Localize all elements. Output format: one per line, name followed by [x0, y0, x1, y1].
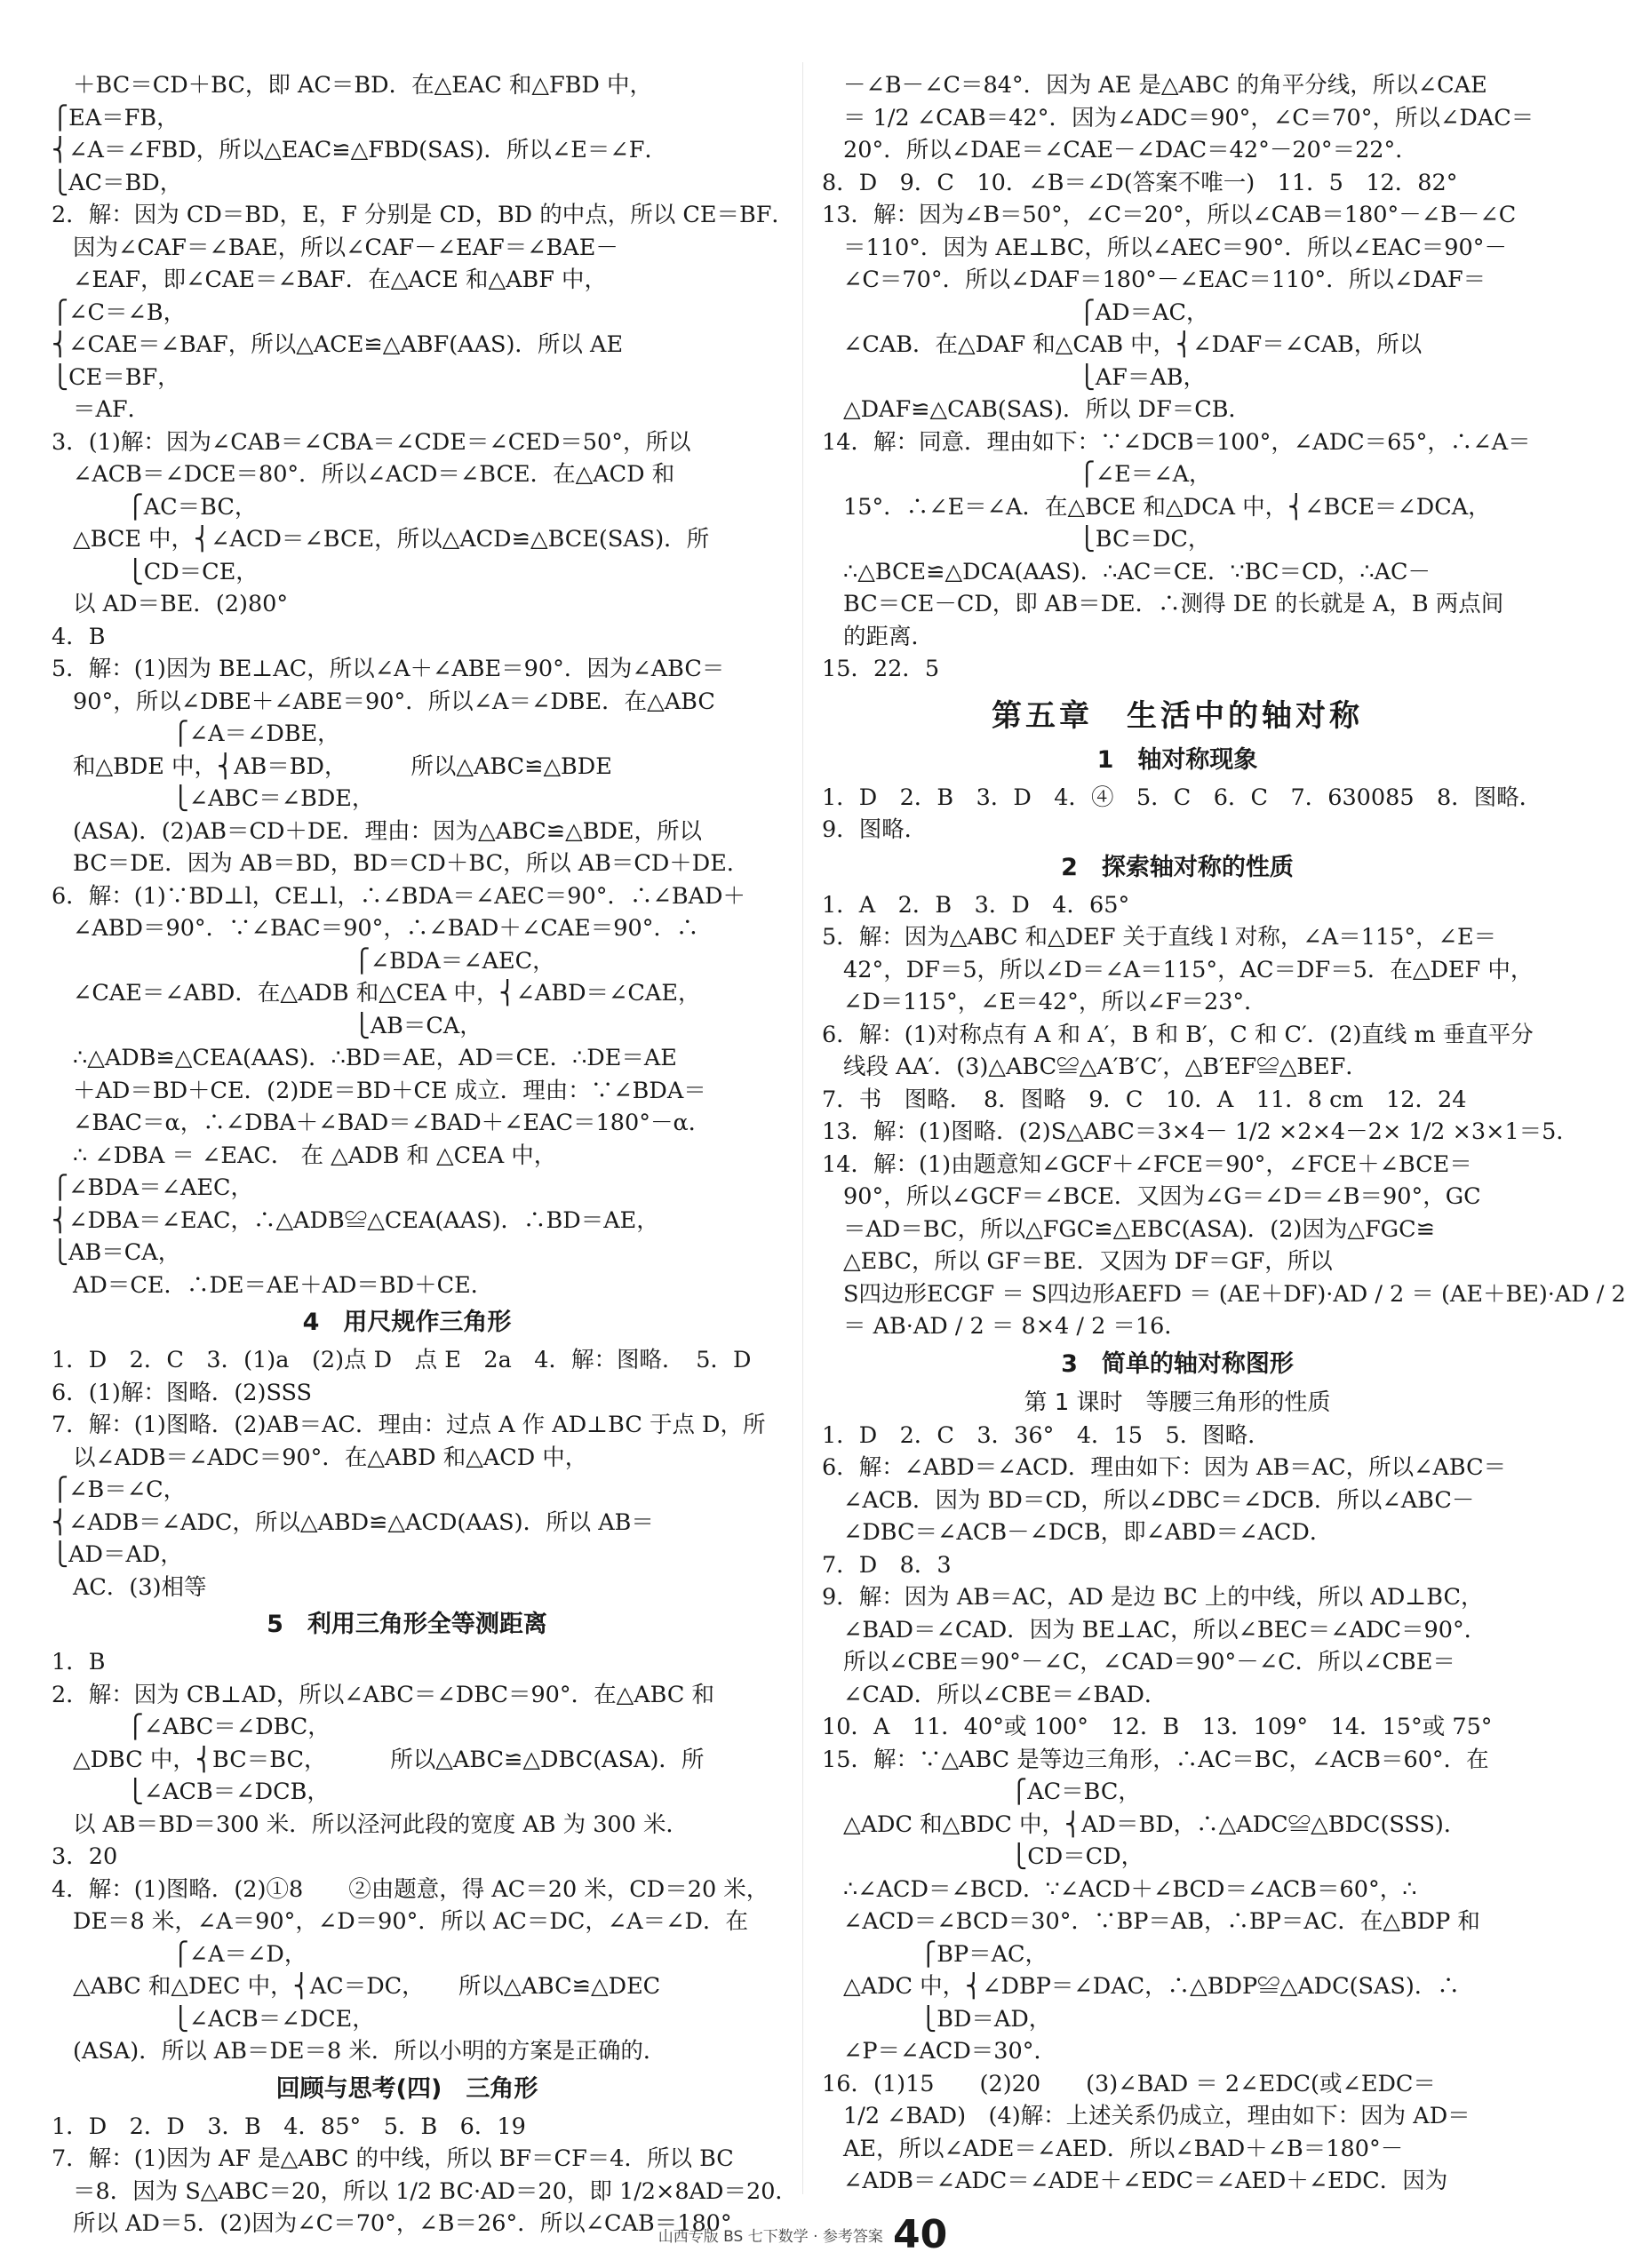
answer-line: ∠ACB．因为 BD＝CD，所以∠DBC＝∠DCB．所以∠ABC－ — [843, 1486, 1475, 1514]
answer-line: AC．(3)相等 — [73, 1573, 207, 1601]
answer-line: ⎨∠CAE＝∠BAF，所以△ACE≌△ABF(AAS)．所以 AE — [52, 331, 624, 358]
answer-line: ∠C＝70°．所以∠DAF＝180°－∠EAC＝110°．所以∠DAF＝ — [843, 267, 1487, 293]
section-heading: 回顾与思考(四) 三角形 — [275, 2074, 538, 2103]
section-heading: 4 用尺规作三角形 — [302, 1309, 512, 1336]
lesson-subheading: 第 1 课时 等腰三角形的性质 — [1024, 1389, 1331, 1416]
answer-line: ⎨∠A＝∠FBD，所以△EAC≌△FBD(SAS)．所以∠E＝∠F． — [52, 137, 667, 163]
answer-line: △ADC 中，⎨∠DBP＝∠DAC，∴△BDP≌△ADC(SAS)．∴ — [843, 1973, 1460, 2000]
answer-line: 14．解：(1)由题意知∠GCF＋∠FCE＝90°，∠FCE＋∠BCE＝ — [822, 1150, 1472, 1178]
answer-line: －∠B－∠C＝84°．因为 AE 是△ABC 的角平分线，所以∠CAE — [843, 72, 1487, 99]
answer-line: 42°，DF＝5，所以∠D＝∠A＝115°，AC＝DF＝5．在△DEF 中， — [843, 956, 1534, 983]
right-column — [822, 69, 1626, 2198]
chapter-heading: 第五章 生活中的轴对称 — [992, 697, 1363, 734]
answer-line: ⎧∠A＝∠D， — [52, 1940, 307, 1968]
answer-line: ⎩CE＝BF， — [52, 363, 180, 391]
answer-line: DE＝8 米，∠A＝90°，∠D＝90°．所以 AC＝DC，∠A＝∠D．在 — [73, 1908, 748, 1935]
answer-line: 15．22．5 — [822, 656, 940, 682]
answer-line: 6．(1)解：图略．(2)SSS — [52, 1379, 312, 1406]
answer-line: 9．解：因为 AB＝AC，AD 是边 BC 上的中线，所以 AD⊥BC， — [822, 1584, 1484, 1611]
answer-line: ⎩CD＝CD， — [822, 1843, 1144, 1870]
answer-line: 7．D 8．3 — [822, 1551, 952, 1579]
answer-line: ∴∠ACD＝∠BCD．∵∠ACD＋∠BCD＝∠ACB＝60°，∴ — [843, 1875, 1417, 1903]
answer-line: ∠CAE＝∠ABD．在△ADB 和△CEA 中，⎨∠ABD＝∠CAE， — [73, 980, 701, 1007]
answer-line: 因为∠CAF＝∠BAE，所以∠CAF－∠EAF＝∠BAE－ — [73, 234, 618, 261]
answer-line: △ADC 和△BDC 中，⎨AD＝BD，∴△ADC≌△BDC(SSS)． — [843, 1810, 1467, 1838]
answer-line: 所以∠CBE＝90°－∠C，∠CAD＝90°－∠C．所以∠CBE＝ — [843, 1649, 1455, 1675]
footer-text: 山西专版 BS 七下数学 · 参考答案 — [658, 2228, 883, 2246]
answer-line: ＝110°．因为 AE⊥BC，所以∠AEC＝90°．所以∠EAC＝90°－ — [843, 234, 1507, 261]
answer-line: 1．B — [52, 1649, 106, 1675]
column-divider — [802, 62, 803, 2194]
answer-line: 4．解：(1)图略．(2)①8 ②由题意，得 AC＝20 米，CD＝20 米， — [52, 1875, 769, 1903]
answer-line: ∠BAC＝α，∴∠DBA＋∠BAD＝∠BAD＋∠EAC＝180°－α． — [73, 1110, 712, 1136]
left-column — [52, 69, 798, 2240]
answer-line: ＝8．因为 S△ABC＝20，所以 1/2 BC·AD＝20，即 1/2×8AD＝20． — [73, 2177, 798, 2205]
section-heading: 1 轴对称现象 — [1096, 745, 1258, 774]
answer-line: 1．A 2．B 3．D 4．65° — [822, 891, 1130, 919]
answer-line: ⎩BD＝AD， — [822, 2005, 1052, 2033]
answer-line: 7．书 图略． 8．图略 9．C 10．A 11．8 cm 12．24 — [822, 1086, 1467, 1113]
answer-line: ＝AF． — [73, 396, 151, 423]
answer-line: ⎩AF＝AB， — [822, 363, 1206, 391]
answer-line: ⎧∠B＝∠C， — [52, 1476, 187, 1503]
answer-line: ⎩∠ACB＝∠DCE， — [52, 2005, 375, 2033]
answer-line: ⎧AD＝AC， — [822, 298, 1209, 326]
answer-line: ⎧∠C＝∠B， — [52, 298, 187, 326]
answer-line: ⎧∠BDA＝∠AEC， — [52, 1174, 253, 1201]
section-heading: 2 探索轴对称的性质 — [1061, 853, 1294, 881]
answer-line: BC＝DE．因为 AB＝BD，BD＝CD＋BC，所以 AB＝CD＋DE． — [73, 850, 750, 877]
answer-line: (ASA)．(2)AB＝CD＋DE．理由：因为△ABC≌△BDE，所以 — [73, 817, 703, 845]
page-footer — [0, 2212, 1606, 2257]
answer-line: 9．图略． — [822, 816, 928, 843]
answer-line: 90°，所以∠DBE＋∠ABE＝90°．所以∠A＝∠DBE．在△ABC — [73, 688, 715, 715]
answer-line: 3．(1)解：因为∠CAB＝∠CBA＝∠CDE＝∠CED＝50°，所以 — [52, 428, 691, 456]
answer-line: ∴ ∠DBA ＝ ∠EAC． 在 △ADB 和 △CEA 中， — [73, 1142, 557, 1169]
answer-line: ⎩AD＝AD， — [52, 1541, 183, 1568]
answer-line: 3．20 — [52, 1843, 118, 1870]
section-heading: 5 利用三角形全等测距离 — [267, 1611, 547, 1638]
answer-line: 90°，所以∠GCF＝∠BCE．又因为∠G＝∠D＝∠B＝90°，GC — [843, 1183, 1481, 1210]
answer-line: 2．解：因为 CB⊥AD，所以∠ABC＝∠DBC＝90°．在△ABC 和 — [52, 1681, 715, 1708]
answer-line: 2．解：因为 CD＝BD，E，F 分别是 CD，BD 的中点，所以 CE＝BF． — [52, 202, 794, 228]
answer-line: △ABC 和△DEC 中，⎨AC＝DC， 所以△ABC≌△DEC — [73, 1973, 661, 2000]
answer-line: ⎩∠ACB＝∠DCB， — [52, 1779, 330, 1805]
answer-line: 以 AD＝BE．(2)80° — [73, 591, 289, 617]
answer-line: ⎨∠ADB＝∠ADC，所以△ABD≌△ACD(AAS)．所以 AB＝ — [52, 1508, 654, 1536]
answer-line: ⎨∠DBA＝∠EAC，∴△ADB≌△CEA(AAS)．∴BD＝AE， — [52, 1206, 659, 1234]
answer-line: 线段 AA′．(3)△ABC≌△A′B′C′，△B′EF≌△BEF． — [843, 1054, 1368, 1080]
answer-line: 7．解：(1)因为 AF 是△ABC 的中线，所以 BF＝CF＝4．所以 BC — [52, 2145, 734, 2172]
answer-line: ⎧∠BDA＝∠AEC， — [52, 947, 555, 975]
answer-line: BC＝CE－CD，即 AB＝DE．∴测得 DE 的长就是 A，B 两点间 — [843, 591, 1504, 617]
answer-line: ∠D＝115°，∠E＝42°，所以∠F＝23°． — [843, 989, 1267, 1015]
answer-line: △EBC，所以 GF＝BE．又因为 DF＝GF，所以 — [843, 1248, 1333, 1275]
answer-line: 1/2 ∠BAD) (4)解：上述关系仍成立，理由如下：因为 AD＝ — [843, 2103, 1471, 2129]
answer-line: 1．D 2．D 3．B 4．85° 5．B 6．19 — [52, 2113, 526, 2140]
answer-line: AD＝CE．∴DE＝AE＋AD＝BD＋CE． — [73, 1271, 494, 1299]
answer-line: 6．解：∠ABD＝∠ACD．理由如下：因为 AB＝AC，所以∠ABC＝ — [822, 1454, 1507, 1481]
answer-line: 13．解：因为∠B＝50°，∠C＝20°，所以∠CAB＝180°－∠B－∠C — [822, 202, 1517, 228]
answer-line: 所以 AD＝5．(2)因为∠C＝70°，∠B＝26°．所以∠CAB＝180° — [73, 2210, 732, 2237]
answer-line: 8．D 9．C 10．∠B＝∠D(答案不唯一) 11．5 12．82° — [822, 169, 1458, 196]
answer-line: 7．解：(1)图略．(2)AB＝AC．理由：过点 A 作 AD⊥BC 于点 D，所 — [52, 1412, 766, 1438]
answer-line: ＝ 1/2 ∠CAB＝42°．因为∠ADC＝90°，∠C＝70°，所以∠DAC＝ — [843, 104, 1534, 131]
answer-line: ⎩CD＝CE， — [52, 558, 259, 585]
answer-line: 6．解：(1)对称点有 A 和 A′，B 和 B′，C 和 C′．(2)直线 m 垂直平分 — [822, 1021, 1534, 1048]
answer-line: 6．解：(1)∵BD⊥l，CE⊥l，∴∠BDA＝∠AEC＝90°．∴∠BAD＋ — [52, 882, 745, 910]
answer-line: ⎩AB＝CA， — [52, 1012, 482, 1039]
answer-line: 5．解：因为△ABC 和△DEF 关于直线 l 对称，∠A＝115°，∠E＝ — [822, 924, 1497, 951]
answer-line: ⎧∠ABC＝∠DBC， — [52, 1714, 331, 1740]
answer-line: 15．解：∵△ABC 是等边三角形，∴AC＝BC，∠ACB＝60°．在 — [822, 1746, 1489, 1773]
answer-line: ∴△BCE≌△DCA(AAS)．∴AC＝CE．∵BC＝CD，∴AC－ — [843, 558, 1431, 585]
answer-line: △DAF≌△CAB(SAS)．所以 DF＝CB． — [843, 396, 1252, 423]
answer-line: ∠ADB＝∠ADC＝∠ADE＋∠EDC＝∠AED＋∠EDC．因为 — [843, 2168, 1448, 2194]
answer-line: 16．(1)15 (2)20 (3)∠BAD ＝ 2∠EDC(或∠EDC＝ — [822, 2070, 1436, 2097]
answer-line: (ASA)．所以 AB＝DE＝8 米．所以小明的方案是正确的． — [73, 2038, 666, 2065]
answer-line: ∠P＝∠ACD＝30°． — [843, 2038, 1056, 2065]
answer-line: 13．解：(1)图略．(2)S△ABC＝3×4－ 1/2 ×2×4－2× 1/2 ×3×1＝5． — [822, 1118, 1579, 1145]
answer-line: ∠CAB．在△DAF 和△CAB 中，⎨∠DAF＝∠CAB，所以 — [843, 331, 1423, 358]
answer-line: ⎩AC＝BD， — [52, 169, 183, 196]
answer-line: ⎧AC＝BC， — [52, 493, 258, 521]
answer-line: ⎧EA＝FB， — [52, 104, 179, 131]
answer-line: AE，所以∠ADE＝∠AED．所以∠BAD＋∠B＝180°－ — [843, 2135, 1404, 2162]
answer-line: 14．解：同意．理由如下：∵∠DCB＝100°，∠ADC＝65°，∴∠A＝ — [822, 428, 1531, 456]
answer-line: ＝ AB·AD / 2 ＝ 8×4 / 2 ＝16． — [843, 1313, 1187, 1340]
answer-line: ⎩∠ABC＝∠BDE， — [52, 785, 375, 812]
answer-line: ∠ACD＝∠BCD＝30°．∵BP＝AB，∴BP＝AC．在△BDP 和 — [843, 1908, 1480, 1935]
page-number: 40 — [893, 2212, 948, 2257]
answer-line: 15°．∴∠E＝∠A．在△BCE 和△DCA 中，⎨∠BCE＝∠DCA， — [843, 493, 1491, 521]
answer-line: ＋AD＝BD＋CE．(2)DE＝BD＋CE 成立．理由：∵∠BDA＝ — [73, 1077, 706, 1104]
answer-line: 4．B — [52, 623, 106, 650]
answer-line: ＝AD＝BC，所以△FGC≌△EBC(ASA)．(2)因为△FGC≌ — [843, 1215, 1435, 1243]
answer-line: 和△BDE 中，⎨AB＝BD， 所以△ABC≌△BDE — [73, 752, 612, 780]
answer-line: ∠DBC＝∠ACB－∠DCB，即∠ABD＝∠ACD． — [843, 1519, 1333, 1546]
answer-line: ∠ABD＝90°．∵∠BAC＝90°，∴∠BAD＋∠CAE＝90°．∴ — [73, 915, 699, 942]
answer-line: △DBC 中，⎨BC＝BC， 所以△ABC≌△DBC(ASA)．所 — [73, 1746, 705, 1773]
answer-line: ∠EAF，即∠CAE＝∠BAF．在△ACE 和△ABF 中， — [73, 267, 608, 293]
answer-line: 的距离． — [843, 623, 935, 650]
answer-line: S四边形ECGF ＝ S四边形AEFD ＝ (AE＋DF)·AD / 2 ＝ (AE＋BE)·AD / 2 — [843, 1280, 1626, 1308]
answer-line: ∠ACB＝∠DCE＝80°．所以∠ACD＝∠BCE．在△ACD 和 — [73, 461, 675, 488]
answer-line: ⎧∠E＝∠A， — [822, 461, 1212, 488]
answer-line: 5．解：(1)因为 BE⊥AC，所以∠A＋∠ABE＝90°．因为∠ABC＝ — [52, 656, 725, 682]
answer-line: ⎧∠A＝∠DBE， — [52, 720, 340, 747]
answer-line: 以 AB＝BD＝300 米．所以泾河此段的宽度 AB 为 300 米． — [73, 1810, 689, 1838]
answer-line: ⎩AB＝CA， — [52, 1239, 181, 1266]
answer-line: 10．A 11．40°或 100° 12．B 13．109° 14．15°或 75° — [822, 1714, 1493, 1740]
answer-line: ＋BC＝CD＋BC，即 AC＝BD．在△EAC 和△FBD 中， — [73, 72, 652, 99]
answer-line: 1．D 2．C 3．(1)a (2)点 D 点 E 2a 4．解：图略． 5．D — [52, 1347, 752, 1373]
answer-line: ⎧BP＝AC， — [822, 1940, 1048, 1968]
section-heading: 3 简单的轴对称图形 — [1061, 1349, 1294, 1378]
answer-line: ∴△ADB≌△CEA(AAS)．∴BD＝AE，AD＝CE．∴DE＝AE — [73, 1045, 677, 1071]
answer-line: ⎧AC＝BC， — [822, 1779, 1141, 1805]
answer-line: 1．D 2．B 3．D 4．④ 5．C 6．C 7．630085 8．图略． — [822, 784, 1542, 811]
answer-line: 1．D 2．C 3．36° 4．15 5．图略． — [822, 1421, 1271, 1449]
answer-line: ∠CAD．所以∠CBE＝∠BAD． — [843, 1681, 1168, 1708]
answer-line: ∠BAD＝∠CAD．因为 BE⊥AC，所以∠BEC＝∠ADC＝90°． — [843, 1616, 1487, 1643]
answer-line: 20°．所以∠DAE＝∠CAE－∠DAC＝42°－20°＝22°． — [843, 137, 1418, 163]
answer-line: 以∠ADB＝∠ADC＝90°．在△ABD 和△ACD 中， — [73, 1444, 588, 1471]
answer-line: ⎩BC＝DC， — [822, 526, 1211, 553]
answer-line: △BCE 中，⎨∠ACD＝∠BCE，所以△ACD≌△BCE(SAS)．所 — [73, 526, 710, 553]
